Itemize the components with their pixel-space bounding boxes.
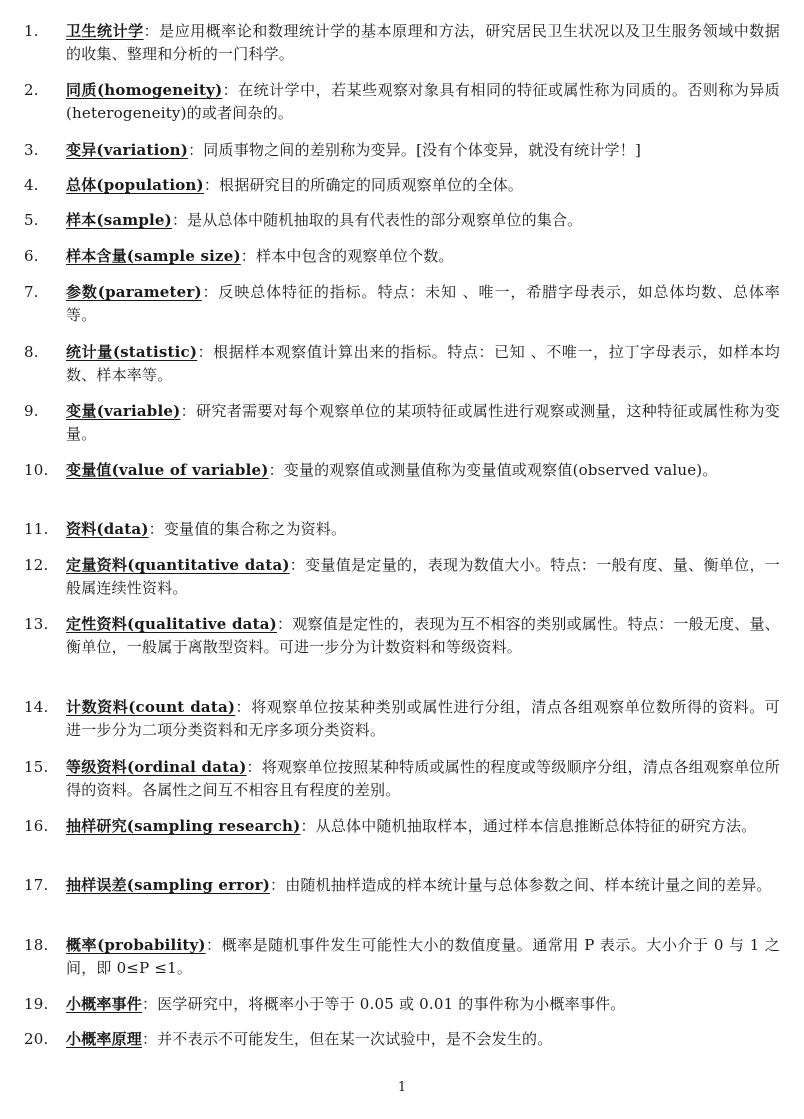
definition-item-17	[24, 874, 780, 897]
item-definition: ：概率是随机事件发生可能性大小的数值度量。通常用 P 表示。大小介于 0 与 1 之间，即 0≤P ≤1。	[66, 936, 780, 977]
item-number: 1.	[24, 22, 39, 40]
item-body	[66, 874, 780, 897]
item-body	[66, 79, 780, 125]
item-number: 5.	[24, 211, 39, 229]
definition-item-9	[24, 400, 780, 446]
item-definition: ：样本中包含的观察单位个数。	[240, 247, 454, 265]
item-number: 18.	[24, 936, 49, 954]
item-body	[66, 993, 780, 1016]
item-body	[66, 139, 780, 162]
item-number: 15.	[24, 758, 49, 776]
item-definition: ：由随机抽样造成的样本统计量与总体参数之间、样本统计量之间的差异。	[270, 876, 772, 894]
item-term: 小概率原理	[66, 1030, 143, 1048]
definition-item-6	[24, 245, 780, 268]
item-definition: ：根据样本观察值计算出来的指标。特点：已知 、不唯一，拉丁字母表示，如样本均数、样本率等。	[66, 343, 781, 384]
item-number: 16.	[24, 817, 49, 835]
item-number: 4.	[24, 176, 39, 194]
item-body	[66, 400, 780, 446]
item-term: 计数资料(count data)	[66, 698, 236, 716]
item-body	[66, 281, 780, 327]
item-definition: ：从总体中随机抽取样本，通过样本信息推断总体特征的研究方法。	[300, 817, 757, 835]
item-number: 13.	[24, 615, 49, 633]
item-definition: ：根据研究目的所确定的同质观察单位的全体。	[203, 176, 524, 194]
page-number: 1	[397, 1080, 407, 1095]
item-number: 19.	[24, 995, 49, 1013]
definition-item-4	[24, 174, 780, 197]
item-definition: ：变量值的集合称之为资料。	[148, 520, 347, 538]
item-term: 变异(variation)	[66, 141, 189, 159]
item-number: 6.	[24, 247, 39, 265]
item-definition: ：在统计学中，若某些观察对象具有相同的特征或属性称为同质的。否则称为异质(heterogeneity)的或者间杂的。	[66, 81, 780, 122]
item-term: 统计量(statistic)	[66, 343, 198, 361]
item-body	[66, 518, 780, 541]
item-definition: ：将观察单位按某种类别或属性进行分组，清点各组观察单位数所得的资料。可进一步分为二项分类资料和无序多项分类资料。	[66, 698, 780, 739]
item-term: 定量资料(quantitative data)	[66, 556, 290, 574]
item-definition: ：反映总体特征的指标。特点：未知 、唯一，希腊字母表示，如总体均数、总体率等。	[66, 283, 781, 324]
item-body	[66, 459, 780, 482]
item-term: 样本含量(sample size)	[66, 247, 241, 265]
item-definition: ：变量值是定量的，表现为数值大小。特点：一般有度、量、衡单位，一般属连续性资料。	[66, 556, 780, 597]
definition-item-16	[24, 815, 780, 838]
definition-item-10	[24, 459, 780, 482]
item-term: 参数(parameter)	[66, 283, 202, 301]
item-body	[66, 209, 780, 232]
item-body	[66, 815, 780, 838]
item-definition: ：是从总体中随机抽取的具有代表性的部分观察单位的集合。	[171, 211, 583, 229]
item-body	[66, 554, 780, 600]
item-body	[66, 934, 780, 980]
item-term: 同质(homogeneity)	[66, 81, 223, 99]
item-number: 12.	[24, 556, 49, 574]
item-term: 等级资料(ordinal data)	[66, 758, 247, 776]
item-number: 8.	[24, 343, 39, 361]
item-body	[66, 20, 780, 66]
definition-item-15	[24, 756, 780, 802]
item-term: 变量值(value of variable)	[66, 461, 269, 479]
item-number: 17.	[24, 876, 49, 894]
item-number: 20.	[24, 1030, 49, 1048]
item-term: 卫生统计学	[66, 22, 144, 40]
definition-item-8	[24, 341, 780, 387]
item-definition: ：并不表示不可能发生，但在某一次试验中，是不会发生的。	[142, 1030, 553, 1048]
item-definition: ：变量的观察值或测量值称为变量值或观察值(observed value)。	[268, 461, 718, 479]
item-term: 样本(sample)	[66, 211, 172, 229]
item-term: 小概率事件	[66, 995, 143, 1013]
item-number: 2.	[24, 81, 39, 99]
definition-item-13	[24, 613, 780, 659]
item-body	[66, 756, 780, 802]
definition-item-12	[24, 554, 780, 600]
item-definition: ：研究者需要对每个观察单位的某项特征或属性进行观察或测量，这种特征或属性称为变量。	[66, 402, 780, 443]
item-body	[66, 341, 780, 387]
item-number: 9.	[24, 402, 39, 420]
item-term: 概率(probability)	[66, 936, 206, 954]
item-number: 3.	[24, 141, 39, 159]
definition-item-3	[24, 139, 780, 162]
item-term: 抽样误差(sampling error)	[66, 876, 270, 894]
definition-item-19	[24, 993, 780, 1016]
item-body	[66, 245, 780, 268]
definition-item-5	[24, 209, 780, 232]
item-body	[66, 696, 780, 742]
definition-item-2	[24, 79, 780, 125]
definition-item-14	[24, 696, 780, 742]
item-term: 定性资料(qualitative data)	[66, 615, 277, 633]
item-body	[66, 174, 780, 197]
item-body	[66, 613, 780, 659]
definition-item-1	[24, 20, 780, 66]
item-term: 总体(population)	[66, 176, 204, 194]
definition-item-18	[24, 934, 780, 980]
item-number: 10.	[24, 461, 49, 479]
item-term: 变量(variable)	[66, 402, 181, 420]
item-term: 抽样研究(sampling research)	[66, 817, 301, 835]
definition-item-11	[24, 518, 780, 541]
definition-item-7	[24, 281, 780, 327]
item-definition: ：医学研究中，将概率小于等于 0.05 或 0.01 的事件称为小概率事件。	[142, 995, 626, 1013]
item-definition: ：是应用概率论和数理统计学的基本原理和方法，研究居民卫生状况以及卫生服务领域中数据的收集、整理和分析的一门科学。	[66, 22, 780, 63]
item-term: 资料(data)	[66, 520, 149, 538]
item-definition: ：观察值是定性的，表现为互不相容的类别或属性。特点：一般无度、量、衡单位，一般属于离散型资料。可进一步分为计数资料和等级资料。	[66, 615, 780, 656]
item-number: 7.	[24, 283, 39, 301]
item-definition: ：同质事物之间的差别称为变异。[没有个体变异，就没有统计学！]	[188, 141, 642, 159]
item-definition: ：将观察单位按照某种特质或属性的程度或等级顺序分组，清点各组观察单位所得的资料。各属性之间互不相容且有程度的差别。	[66, 758, 780, 799]
item-body	[66, 1028, 780, 1051]
definition-item-20	[24, 1028, 780, 1051]
item-number: 14.	[24, 698, 49, 716]
item-number: 11.	[24, 520, 49, 538]
